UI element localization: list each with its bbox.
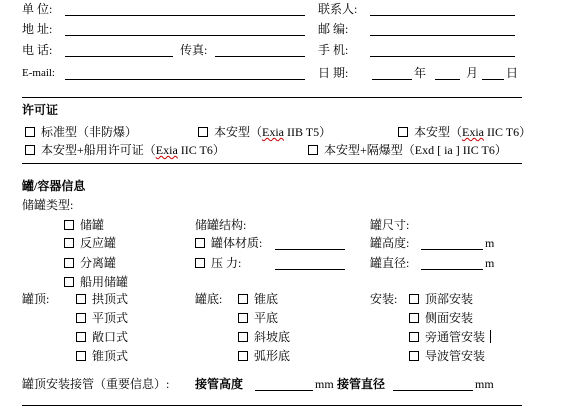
license-option-flameproof[interactable]: 本安型+隔爆型（Exd [ ia ] IIC T6） (308, 143, 507, 157)
phone-label: 电 话: (22, 43, 53, 57)
checkbox-icon[interactable] (76, 313, 86, 323)
tank-height-field[interactable] (421, 249, 483, 250)
phone-field[interactable] (65, 56, 173, 57)
checkbox-icon[interactable] (398, 127, 408, 137)
nozzle-height-label: 接管高度 (195, 377, 244, 391)
checkbox-icon[interactable] (409, 313, 419, 323)
license-option-exia-iib-t5[interactable]: 本安型（Exia IIB T5） (198, 125, 331, 139)
checkbox-icon[interactable] (238, 294, 248, 304)
tank-diameter-label: 罐直径: (370, 256, 410, 270)
mobile-label: 手 机: (318, 43, 349, 57)
postcode-field[interactable] (370, 35, 515, 36)
nozzle-height-unit: mm (315, 377, 334, 391)
checkbox-icon[interactable] (238, 313, 248, 323)
checkbox-icon[interactable] (195, 258, 205, 268)
email-label: E-mail: (22, 67, 55, 79)
tank-type-option[interactable]: 反应罐 (64, 236, 116, 250)
tank-top-option[interactable]: 敞口式 (76, 330, 128, 344)
unit-field[interactable] (65, 15, 305, 16)
tank-material-option[interactable]: 罐体材质: (195, 236, 262, 250)
tank-pressure-field[interactable] (275, 269, 345, 270)
address-label: 地 址: (22, 22, 53, 36)
tank-structure-label: 储罐结构: (195, 218, 247, 232)
fax-label: 传真: (180, 43, 208, 57)
nozzle-diameter-unit: mm (475, 377, 494, 391)
date-year-field[interactable] (372, 79, 412, 80)
tank-height-unit: m (485, 236, 495, 250)
install-option[interactable]: 侧面安装 (409, 311, 473, 325)
tank-top-option[interactable]: 锥顶式 (76, 349, 128, 363)
fax-field[interactable] (215, 56, 305, 57)
tank-diameter-field[interactable] (421, 269, 483, 270)
nozzle-height-field[interactable] (255, 390, 313, 391)
text-cursor (490, 330, 491, 343)
tank-bottom-option[interactable]: 锥底 (238, 292, 278, 306)
date-day-field[interactable] (482, 79, 504, 80)
checkbox-icon[interactable] (198, 127, 208, 137)
date-month-field[interactable] (435, 79, 460, 80)
nozzle-diameter-label: 接管直径 (337, 377, 386, 391)
checkbox-icon[interactable] (308, 145, 318, 155)
day-label: 日 (506, 66, 519, 80)
checkbox-icon[interactable] (238, 332, 248, 342)
tank-bottom-option[interactable]: 平底 (238, 311, 278, 325)
tank-material-field[interactable] (275, 249, 345, 250)
tank-top-option[interactable]: 平顶式 (76, 311, 128, 325)
tank-pressure-option[interactable]: 压 力: (195, 256, 241, 270)
checkbox-icon[interactable] (195, 238, 205, 248)
tank-bottom-option[interactable]: 弧形底 (238, 349, 290, 363)
checkbox-icon[interactable] (64, 238, 74, 248)
month-label: 月 (466, 66, 479, 80)
checkbox-icon[interactable] (64, 277, 74, 287)
address-field[interactable] (65, 35, 305, 36)
section-divider (22, 405, 522, 406)
license-heading: 许可证 (22, 103, 59, 117)
unit-label: 单 位: (22, 2, 53, 16)
checkbox-icon[interactable] (25, 145, 35, 155)
checkbox-icon[interactable] (76, 332, 86, 342)
tank-size-label: 罐尺寸: (370, 218, 410, 232)
nozzle-diameter-field[interactable] (393, 390, 473, 391)
year-label: 年 (414, 66, 427, 80)
license-option-standard[interactable]: 标准型（非防爆） (25, 125, 137, 139)
tank-diameter-unit: m (485, 256, 495, 270)
postcode-label: 邮 编: (318, 22, 349, 36)
checkbox-icon[interactable] (238, 351, 248, 361)
checkbox-icon[interactable] (76, 294, 86, 304)
tank-height-label: 罐高度: (370, 236, 410, 250)
install-option[interactable]: 旁通管安装 (409, 330, 485, 344)
checkbox-icon[interactable] (409, 332, 419, 342)
tank-type-option[interactable]: 分离罐 (64, 256, 116, 270)
tank-top-option[interactable]: 拱顶式 (76, 292, 128, 306)
date-label: 日 期: (318, 66, 349, 80)
email-field[interactable] (65, 79, 305, 80)
tank-type-option[interactable]: 船用储罐 (64, 275, 128, 289)
license-option-marine[interactable]: 本安型+船用许可证（Exia IIC T6） (25, 143, 225, 157)
install-option[interactable]: 顶部安装 (409, 292, 473, 306)
checkbox-icon[interactable] (64, 258, 74, 268)
checkbox-icon[interactable] (25, 127, 35, 137)
checkbox-icon[interactable] (409, 294, 419, 304)
section-divider (22, 163, 522, 164)
contact-person-field[interactable] (370, 15, 515, 16)
checkbox-icon[interactable] (409, 351, 419, 361)
checkbox-icon[interactable] (76, 351, 86, 361)
tank-top-label: 罐顶: (22, 292, 50, 306)
install-option[interactable]: 导波管安装 (409, 349, 485, 363)
tank-type-label: 储罐类型: (22, 198, 74, 212)
nozzle-label: 罐顶安装接管（重要信息）: (22, 377, 170, 391)
section-divider (22, 97, 522, 98)
tank-type-option[interactable]: 储罐 (64, 218, 104, 232)
checkbox-icon[interactable] (64, 220, 74, 230)
contact-person-label: 联系人: (318, 2, 358, 16)
tank-bottom-option[interactable]: 斜坡底 (238, 330, 290, 344)
install-label: 安装: (370, 292, 398, 306)
tank-heading: 罐/容器信息 (22, 179, 86, 193)
mobile-field[interactable] (370, 56, 515, 57)
license-option-exia-iic-t6[interactable]: 本安型（Exia IIC T6） (398, 125, 531, 139)
tank-bottom-label: 罐底: (195, 292, 223, 306)
